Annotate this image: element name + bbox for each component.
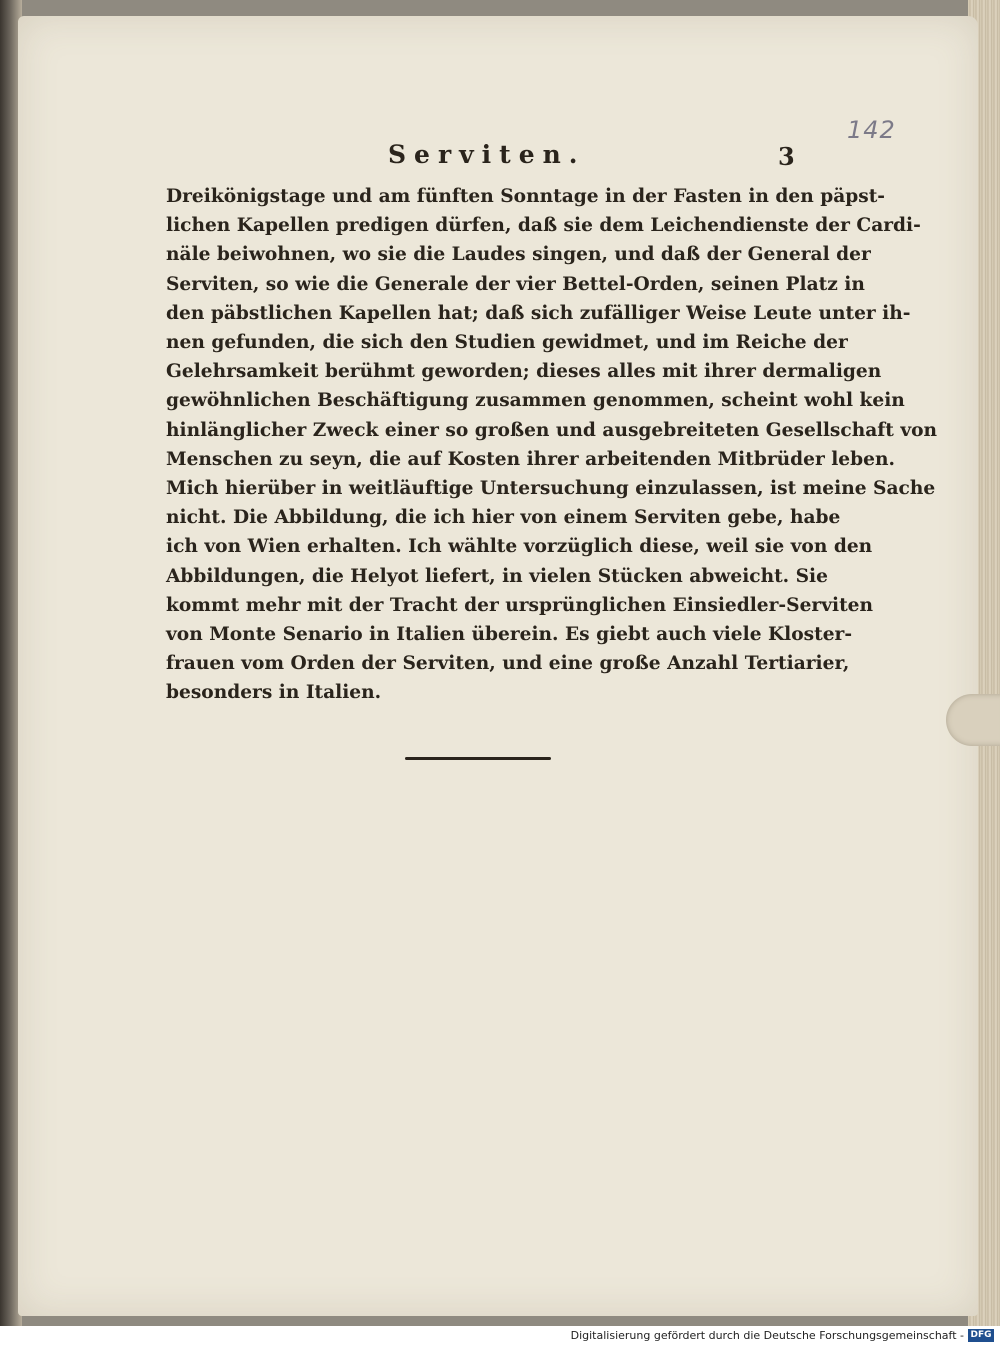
funding-credit: Digitalisierung gefördert durch die Deutsche Forschungsgemeinschaft - xyxy=(570,1329,964,1342)
text-line: Mich hierüber in weitläuftige Untersuchung einzulassen, ist meine Sache xyxy=(166,478,936,500)
text-line: nicht. Die Abbildung, die ich hier von einem Serviten gebe, habe xyxy=(166,507,841,529)
text-line: besonders in Italien. xyxy=(166,682,382,704)
text-line: kommt mehr mit der Tracht der ursprünglichen Einsiedler-Serviten xyxy=(166,594,874,616)
page-tab-marker xyxy=(946,694,1000,746)
text-line: Dreikönigstage und am fünften Sonntage in der Fasten in den päpst- xyxy=(166,186,886,207)
pencil-folio-number: 142 xyxy=(847,116,896,144)
section-divider xyxy=(405,757,551,760)
text-line: Abbildungen, die Helyot liefert, in vielen Stücken abweicht. Sie xyxy=(166,565,828,587)
text-line: den päbstlichen Kapellen hat; daß sich zufälliger Weise Leute unter ih- xyxy=(166,302,911,324)
footer-bar xyxy=(0,1326,1000,1346)
text-line: frauen vom Orden der Serviten, und eine große Anzahl Tertiarier, xyxy=(166,653,850,675)
text-line: von Monte Senario in Italien überein. Es giebt auch viele Kloster- xyxy=(166,624,853,646)
body-text xyxy=(166,182,938,708)
text-line: näle beiwohnen, wo sie die Laudes singen, und daß der General der xyxy=(166,244,871,266)
text-line: Gelehrsamkeit berühmt geworden; dieses alles mit ihrer dermaligen xyxy=(166,361,882,383)
text-line: ich von Wien erhalten. Ich wählte vorzüglich diese, weil sie von den xyxy=(166,536,873,558)
text-line: hinlänglicher Zweck einer so großen und ausgebreiteten Gesellschaft von xyxy=(166,419,938,441)
text-line: Serviten, so wie die Generale der vier Bettel-Orden, seinen Platz in xyxy=(166,273,865,295)
text-line: lichen Kapellen predigen dürfen, daß sie dem Leichendienste der Cardi- xyxy=(166,215,921,237)
page-number: 3 xyxy=(778,142,795,171)
running-title: Serviten. xyxy=(388,140,586,169)
dfg-logo: DFG xyxy=(968,1329,994,1342)
text-line: gewöhnlichen Beschäftigung zusammen genommen, scheint wohl kein xyxy=(166,390,905,412)
text-line: nen gefunden, die sich den Studien gewidmet, und im Reiche der xyxy=(166,332,848,354)
text-line: Menschen zu seyn, die auf Kosten ihrer arbeitenden Mitbrüder leben. xyxy=(166,448,895,470)
